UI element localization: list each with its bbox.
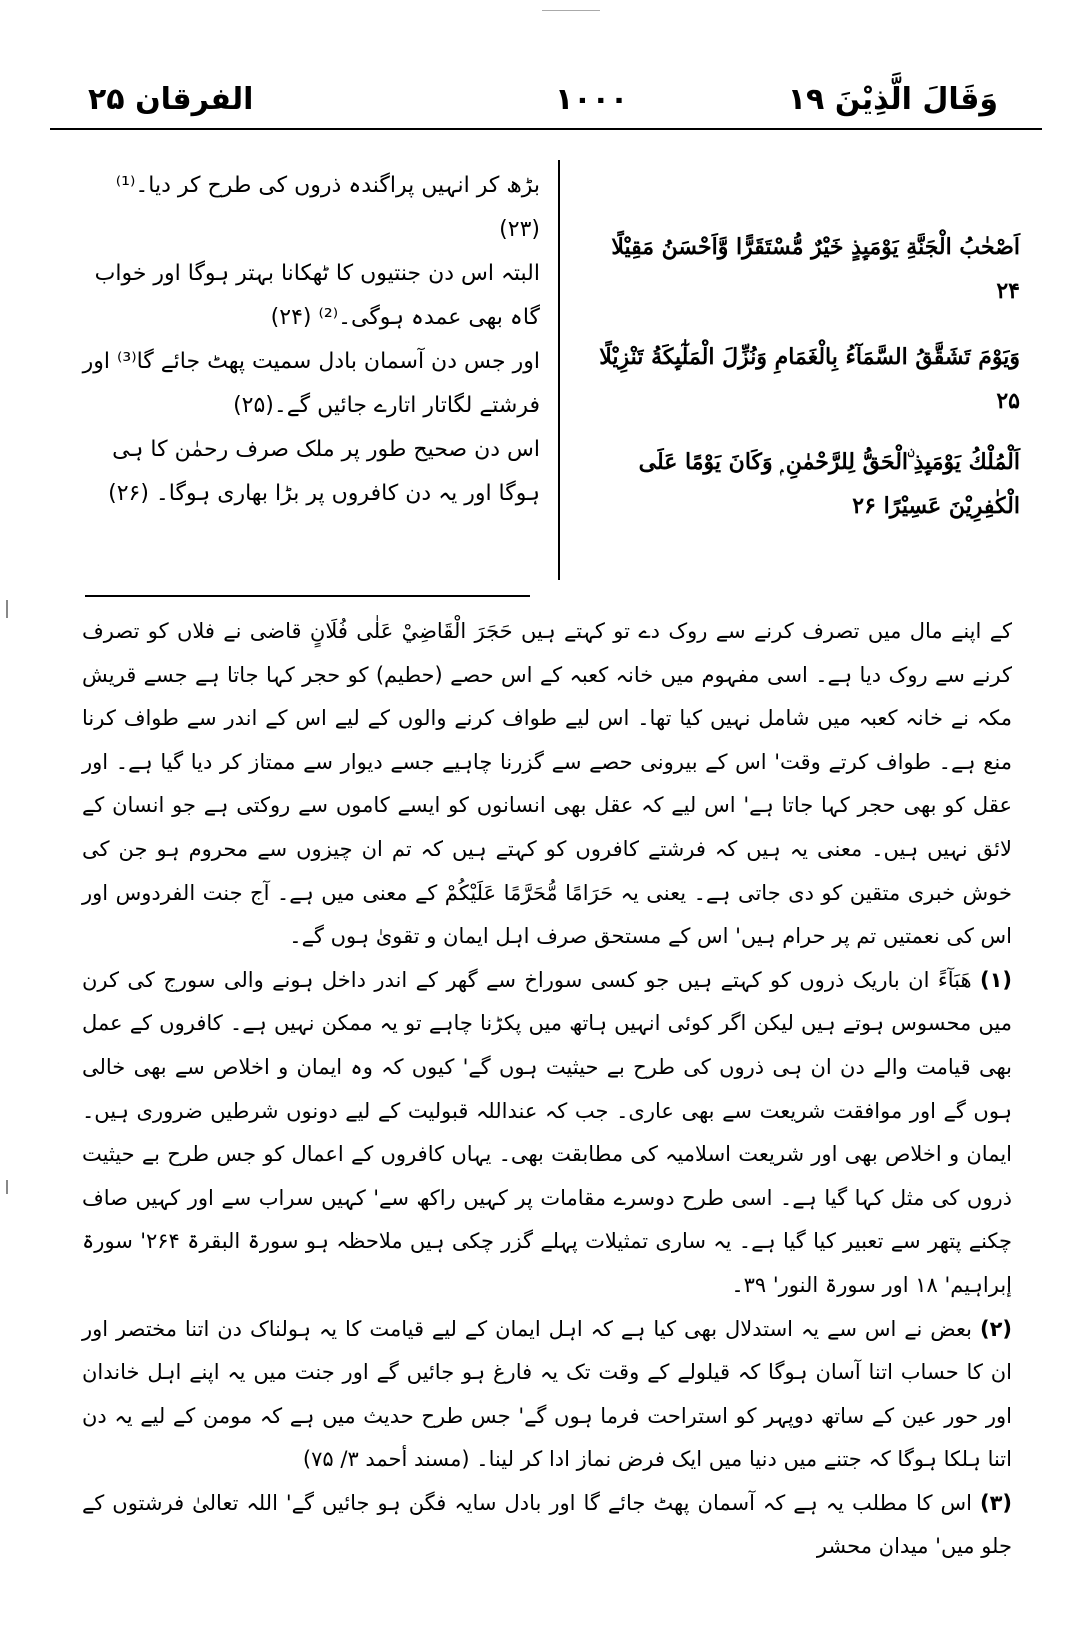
footnote-3-text: اس کا مطلب یہ ہے کہ آسمان پھٹ جائے گا اور بادل سایہ فگن ہو جائیں گے' اللہ تعالیٰ فرشتوں کے جلو میں' میدان محشر [82, 1490, 1012, 1559]
footnote-2-number: (۲) [979, 1316, 1012, 1341]
urdu-translation [78, 164, 540, 516]
margin-mark [6, 1180, 8, 1194]
header-divider [50, 128, 1042, 130]
translation-verse-25: اور جس دن آسمان بادل سمیت پھٹ جائے گا⁽³⁾ اور فرشتے لگاتار اتارے جائیں گے۔(۲۵) [82, 349, 540, 418]
footnote-1 [82, 959, 1012, 1308]
footnote-continuation: کے اپنے مال میں تصرف کرنے سے روک دے تو کہتے ہیں حَجَرَ الْقَاضِيْ عَلٰى فُلَانٍ قاضی نے فلاں کو تصرف کرنے سے روک دیا ہے۔ اسی مفہوم میں خانہ کعبہ کے اس حصے (حطیم) کو حجر کہا جاتا ہے جسے قریش مکہ نے خانہ کعبہ میں شامل نہیں کیا تھا۔ اس لیے طواف کرنے والوں کے لیے اس کے اندر سے طواف کرنا منع ہے۔ طواف کرتے وقت' اس کے بیرونی حصے سے گزرنا چاہیے جسے دیوار سے ممتاز کر دیا گیا ہے۔ اور عقل کو بھی حجر کہا جاتا ہے' اس لیے کہ عقل بھی انسانوں کو ایسے کاموں سے روکتی ہے جو انسان کے لائق نہیں ہیں۔ معنی یہ ہیں کہ فرشتے کافروں کو کہتے ہیں کہ تم ان چیزوں سے محروم ہو جن کی خوش خبری متقین کو دی جاتی ہے۔ یعنی یہ حَرَامًا مُّحَرَّمًا عَلَيْكُمْ کے معنی میں ہے۔ آج جنت الفردوس اور اس کی نعمتیں تم پر حرام ہیں' اس کے مستحق صرف اہل ایمان و تقویٰ ہوں گے۔ [82, 619, 1012, 949]
margin-mark [6, 600, 8, 618]
footnote-2-text: بعض نے اس سے یہ استدلال بھی کیا ہے کہ اہل ایمان کے لیے قیامت کا یہ ہولناک دن اتنا مختصر اور ان کا حساب اتنا آسان ہوگا کہ قیلولے کے وقت تک یہ فارغ ہو جائیں گے اور جنت میں یہ اپنے اہل خاندان اور حور عین کے ساتھ دوپہر کو استراحت فرما ہوں گے' جس طرح حدیث میں ہے کہ مومن کے لیے یہ دن اتنا ہلکا ہوگا کہ جتنے میں دنیا میں ایک فرض نماز ادا کر لینا۔ (مسند أحمد ۳/ ۷۵) [82, 1316, 1012, 1472]
footnote-1-number: (۱) [979, 967, 1012, 992]
arabic-verse-24: اَصْحٰبُ الْجَنَّةِ يَوْمَىِٕذٍ خَيْرٌ مُّسْتَقَرًّا وَّاَحْسَنُ مَقِيْلًا ۲۴ [611, 234, 1020, 304]
footnote-2 [82, 1308, 1012, 1482]
translation-verse-26: اس دن صحیح طور پر ملک صرف رحمٰن کا ہی ہوگا اور یہ دن کافروں پر بڑا بھاری ہوگا۔ (۲۶) [108, 437, 540, 506]
page-number: ۱۰۰۰ [555, 82, 629, 117]
page-header [50, 82, 1040, 126]
footnotes [82, 610, 1012, 1569]
juz-name: وَقَالَ الَّذِيْنَ ١٩ [787, 82, 998, 117]
footnote-1-text: هَبَآءً ان باریک ذروں کو کہتے ہیں جو کسی سوراخ سے گھر کے اندر داخل ہونے والی سورج کی کرن میں محسوس ہوتے ہیں لیکن اگر کوئی انہیں ہاتھ میں پکڑنا چاہے تو یہ ممکن نہیں ہے۔ کافروں کے عمل بھی قیامت والے دن ان ہی ذروں کی طرح بے حیثیت ہوں گے' کیوں کہ وہ ایمان و اخلاص سے بھی خالی ہوں گے اور موافقت شریعت سے بھی عاری۔ جب کہ عنداللہ قبولیت کے لیے دونوں شرطیں ضروری ہیں۔ ایمان و اخلاص بھی اور شریعت اسلامیہ کی مطابقت بھی۔ یہاں کافروں کے اعمال کو جس طرح بے حیثیت ذروں کی مثل کہا گیا ہے۔ اسی طرح دوسرے مقامات پر کہیں راکھ سے' کہیں سراب سے اور کہیں صاف چکنے پتھر سے تعبیر کیا گیا ہے۔ یہ ساری تمثیلات پہلے گزر چکی ہیں ملاحظہ ہو سورۃ البقرۃ ۲۶۴' سورۃ إبراہیم' ۱۸ اور سورۃ النور' ۳۹۔ [82, 967, 1012, 1297]
arabic-verse-26: اَلْمُلْكُ يَوْمَىِٕذِ ۨالْحَقُّ لِلرَّحْمٰنِ ۭ وَكَانَ يَوْمًا عَلَى الْكٰفِرِيْنَ عَسِيْرًا ۲۶ [638, 449, 1020, 519]
translation-verse-23: بڑھ کر انہیں پراگندہ ذروں کی طرح کر دیا۔⁽¹⁾ (۲۳) [115, 173, 540, 242]
translation-verse-24: البتہ اس دن جنتیوں کا ٹھکانا بہتر ہوگا اور خواب گاہ بھی عمدہ ہوگی۔⁽²⁾ (۲۴) [94, 261, 540, 330]
footnote-3 [82, 1482, 1012, 1569]
column-divider [558, 160, 560, 580]
top-rule [542, 10, 600, 11]
surah-name: الفرقان ۲۵ [88, 82, 254, 117]
arabic-verse-25: وَيَوْمَ تَشَقَّقُ السَّمَآءُ بِالْغَمَامِ وَنُزِّلَ الْمَلٰٓىِٕكَةُ تَنْزِيْلًا ۲۵ [599, 344, 1020, 414]
footnote-3-number: (۳) [979, 1490, 1012, 1515]
footnote-separator [85, 595, 530, 597]
